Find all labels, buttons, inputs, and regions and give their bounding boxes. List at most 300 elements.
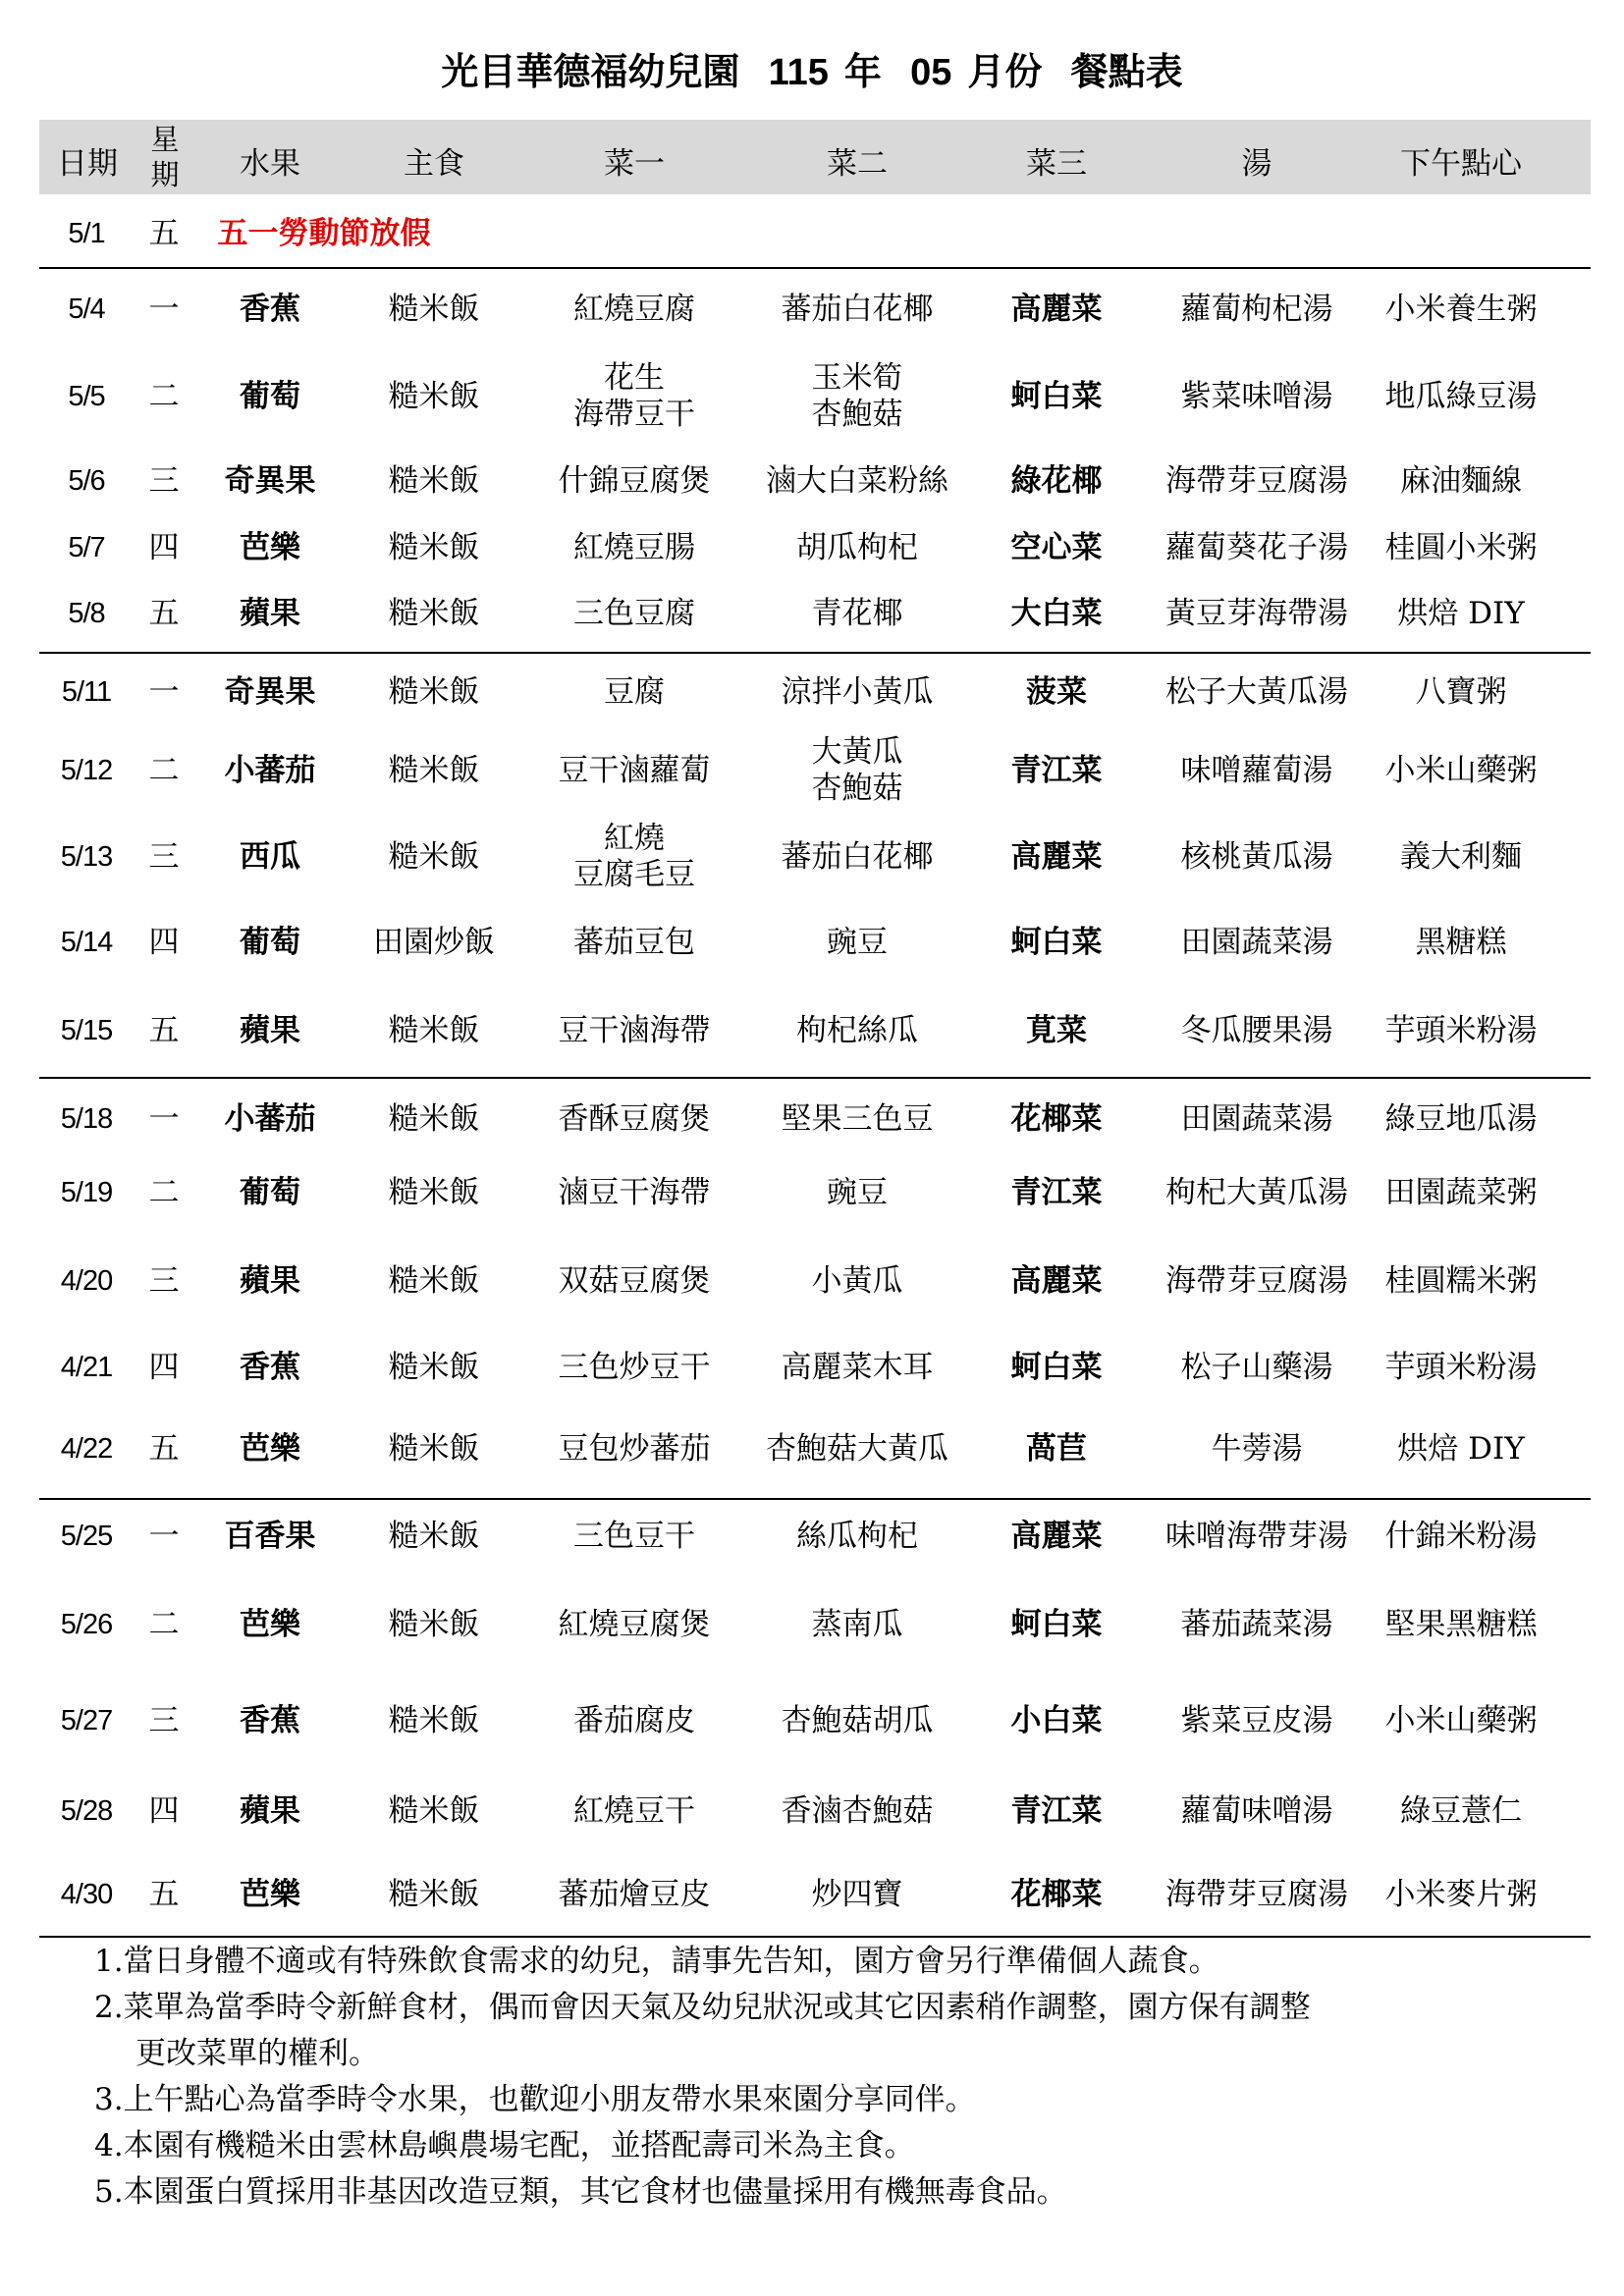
cell-line: 味噌海帶芽湯: [1165, 1518, 1348, 1554]
cell-line: 綠豆薏仁: [1400, 1792, 1522, 1829]
cell-line: 芭樂: [240, 529, 300, 565]
staple-cell: [389, 1101, 480, 1138]
cell-line: 葡萄: [240, 924, 300, 960]
staple-cell: [389, 1263, 480, 1300]
cell-line: 綠花椰: [1010, 462, 1103, 499]
cell-line: 枸杞大黃瓜湯: [1165, 1174, 1348, 1210]
cell-line: 豆干滷蘿蔔: [558, 752, 711, 788]
soup-cell: [1181, 1607, 1333, 1643]
cell-line: 蕃茄蔬菜湯: [1180, 1606, 1333, 1642]
date-cell: [68, 596, 104, 632]
cell-line: 萵苣: [1026, 1430, 1087, 1467]
snack-cell: [1385, 1175, 1538, 1211]
fruit-cell: [240, 1703, 300, 1739]
cell-line: 5/4: [68, 293, 105, 325]
cell-line: 蚵白菜: [1010, 378, 1103, 414]
weekday-cell: [149, 1793, 180, 1830]
dish2-cell: [796, 1013, 918, 1049]
cell-line: 杏鮑菇胡瓜: [781, 1702, 934, 1738]
cell-line: 三: [148, 462, 180, 499]
dish2-cell: [827, 925, 888, 961]
dish1-cell: [559, 1013, 711, 1049]
school-name: 光目華德福幼兒園: [441, 50, 740, 93]
cell-line: 小米麥片粥: [1384, 1876, 1538, 1912]
fruit-cell: [225, 674, 316, 711]
cell-line: 5/15: [60, 1014, 113, 1046]
weekday-cell: [149, 596, 180, 632]
note-item: 1.當日身體不適或有特殊飲食需求的幼兒，請事先告知，園方會另行準備個人蔬食。: [94, 1944, 1219, 1979]
cell-line: 5/26: [60, 1608, 113, 1640]
cell-line: 杏鮑菇: [811, 771, 903, 806]
cell-line: 糙米飯: [388, 1792, 480, 1829]
snack-cell: [1400, 463, 1522, 500]
dish1-cell: [559, 1101, 711, 1138]
weekday-cell: [149, 379, 180, 415]
cell-line: 滷豆干海帶: [558, 1174, 711, 1210]
column-header-date: 日期: [57, 146, 118, 182]
dish1-cell: [573, 360, 695, 433]
cell-line: 紫菜豆皮湯: [1180, 1702, 1333, 1738]
dish1-cell: [559, 463, 711, 500]
fruit-cell: [240, 1607, 300, 1643]
cell-line: 蘿蔔葵花子湯: [1165, 529, 1348, 565]
year: 115: [768, 52, 829, 93]
cell-line: 花椰菜: [1010, 1100, 1103, 1137]
soup-cell: [1181, 1101, 1333, 1138]
dish2-cell: [796, 530, 918, 566]
column-header-dish2: 菜二: [827, 146, 888, 182]
cell-line: 五: [148, 1876, 180, 1912]
snack-cell: [1400, 839, 1522, 876]
cell-line: 五: [148, 595, 180, 631]
dish2-cell: [782, 674, 934, 711]
cell-line: 桂圓小米粥: [1384, 529, 1538, 565]
weekday-cell: [149, 1263, 180, 1300]
column-header-dish3: 菜三: [1026, 146, 1087, 182]
cell-line: 糙米飯: [388, 1349, 480, 1385]
cell-line: 香蕉: [240, 291, 300, 327]
document-type: 餐點表: [1070, 50, 1183, 93]
cell-line: 蚵白菜: [1010, 1349, 1103, 1385]
dish2-cell: [812, 1877, 903, 1913]
dish2-cell: [812, 1263, 903, 1300]
cell-line: 枸杞絲瓜: [796, 1012, 918, 1048]
cell-line: 堅果三色豆: [781, 1100, 934, 1137]
note-item-continued: 更改菜單的權利。: [135, 2036, 379, 2071]
cell-line: 小白菜: [1010, 1702, 1103, 1738]
column-header-snack: 下午點心: [1400, 146, 1522, 182]
cell-line: 4/22: [60, 1432, 113, 1465]
cell-line: 豌豆: [827, 924, 888, 960]
weekday-cell: [149, 1101, 180, 1138]
cell-line: 蘿蔔枸杞湯: [1180, 291, 1333, 327]
dish3-cell: [1011, 1175, 1103, 1211]
dish3-cell: [1011, 753, 1103, 789]
fruit-cell: [240, 292, 300, 328]
snack-cell: [1416, 674, 1507, 711]
cell-line: 牛蒡湯: [1211, 1430, 1303, 1467]
cell-line: 芭樂: [240, 1606, 300, 1642]
notes-section: [94, 1939, 1311, 2216]
cell-line: 菠菜: [1026, 673, 1087, 710]
month: 05: [910, 52, 952, 93]
cell-line: 5/6: [68, 464, 105, 497]
fruit-cell: [240, 1877, 300, 1913]
cell-line: 烘焙 DIY: [1397, 595, 1525, 631]
weekday-cell: [149, 1703, 180, 1739]
cell-line: 奇異果: [224, 673, 316, 710]
cell-line: 紅燒豆干: [573, 1792, 695, 1829]
note-item: 3.上午點心為當季時令水果，也歡迎小朋友帶水果來園分享同伴。: [94, 2082, 976, 2117]
weekday-cell: [149, 1607, 180, 1643]
cell-line: 芋頭米粉湯: [1384, 1349, 1538, 1385]
note-item: 2.菜單為當季時令新鮮食材，偶而會因天氣及幼兒狀況或其它因素稍作調整，園方保有調整: [94, 1990, 1311, 2025]
cell-line: 紅燒: [604, 821, 665, 856]
dish3-cell: [1011, 1519, 1103, 1555]
dish2-cell: [782, 1350, 934, 1386]
cell-line: 四: [148, 1792, 180, 1829]
cell-line: 五: [148, 1430, 180, 1467]
column-header-soup: 湯: [1241, 146, 1272, 182]
cell-line: 味噌蘿蔔湯: [1180, 752, 1333, 788]
dish3-cell: [1026, 674, 1087, 711]
cell-line: 5/7: [68, 531, 105, 563]
snack-cell: [1397, 596, 1524, 632]
cell-line: 小米山藥粥: [1384, 1702, 1538, 1738]
weekday-cell: [149, 463, 180, 500]
fruit-cell: [225, 463, 316, 500]
soup-cell: [1181, 1793, 1333, 1830]
column-header-weekday: 星期: [150, 123, 180, 191]
cell-line: 花椰菜: [1010, 1876, 1103, 1912]
dish1-cell: [573, 1519, 695, 1555]
dish2-cell: [782, 1703, 934, 1739]
cell-line: 田園炒飯: [373, 924, 495, 960]
dish3-cell: [1011, 925, 1103, 961]
staple-cell: [389, 1877, 480, 1913]
dish1-cell: [573, 596, 695, 632]
cell-line: 4/20: [60, 1264, 113, 1297]
cell-line: 二: [148, 378, 180, 414]
page-title: [0, 41, 1624, 95]
dish3-cell: [1011, 1703, 1103, 1739]
cell-line: 蕃茄白花椰: [781, 838, 934, 875]
weekday-cell: [149, 530, 180, 566]
cell-line: 糙米飯: [388, 1100, 480, 1137]
cell-line: 5/18: [60, 1102, 113, 1135]
cell-line: 糙米飯: [388, 462, 480, 499]
fruit-cell: [240, 1013, 300, 1049]
cell-line: 香酥豆腐煲: [558, 1100, 711, 1137]
fruit-cell: [240, 1431, 300, 1468]
dish3-cell: [1011, 1877, 1103, 1913]
cell-line: 糙米飯: [388, 1518, 480, 1554]
cell-line: 4/30: [60, 1878, 113, 1910]
date-cell: [68, 379, 104, 415]
cell-line: 蘿蔔味噌湯: [1180, 1792, 1333, 1829]
cell-line: 三: [148, 1262, 180, 1299]
cell-line: 紫菜味噌湯: [1180, 378, 1333, 414]
cell-line: 海帶芽豆腐湯: [1165, 462, 1348, 499]
date-cell: [61, 839, 112, 876]
staple-cell: [389, 463, 480, 500]
date-cell: [62, 674, 111, 711]
cell-line: 小黃瓜: [811, 1262, 903, 1299]
cell-line: 松子大黃瓜湯: [1165, 673, 1348, 710]
dish1-cell: [559, 1263, 711, 1300]
note-item: 4.本園有機糙米由雲林島嶼農場宅配，並搭配壽司米為主食。: [94, 2128, 915, 2163]
cell-line: 蘋果: [240, 1792, 300, 1829]
staple-cell: [389, 1703, 480, 1739]
weekday-cell: [149, 1350, 180, 1386]
cell-line: 胡瓜枸杞: [796, 529, 918, 565]
staple-cell: [389, 839, 480, 876]
snack-cell: [1385, 1607, 1538, 1643]
cell-line: 高麗菜: [1010, 838, 1103, 875]
cell-line: 5/28: [60, 1794, 113, 1827]
weekday-cell: [149, 1519, 180, 1555]
fruit-cell: [240, 839, 300, 876]
staple-cell: [389, 1013, 480, 1049]
date-cell: [61, 1101, 112, 1138]
dish1-cell: [559, 1607, 711, 1643]
cell-line: 糙米飯: [388, 752, 480, 788]
cell-line: 紅燒豆腸: [573, 529, 695, 565]
cell-line: 三色豆腐: [573, 595, 695, 631]
cell-line: 糙米飯: [388, 1702, 480, 1738]
year-unit: 年: [843, 50, 882, 93]
cell-line: 芋頭米粉湯: [1384, 1012, 1538, 1048]
cell-line: 三: [148, 838, 180, 875]
snack-cell: [1416, 925, 1507, 961]
cell-line: 奇異果: [224, 462, 316, 499]
dish2-cell: [827, 1175, 888, 1211]
date-cell: [61, 1175, 112, 1211]
cell-line: 香蕉: [240, 1349, 300, 1385]
week-divider: [39, 652, 1591, 654]
week-divider: [39, 1498, 1591, 1500]
cell-line: 糙米飯: [388, 838, 480, 875]
cell-line: 冬瓜腰果湯: [1180, 1012, 1333, 1048]
cell-line: 蕃茄豆包: [573, 924, 695, 960]
soup-cell: [1165, 1263, 1348, 1300]
snack-cell: [1385, 753, 1538, 789]
dish1-cell: [573, 530, 695, 566]
cell-line: 大白菜: [1010, 595, 1103, 631]
cell-line: 双菇豆腐煲: [558, 1262, 711, 1299]
snack-cell: [1385, 1877, 1538, 1913]
staple-cell: [389, 674, 480, 711]
dish3-cell: [1011, 1350, 1103, 1386]
cell-line: 一: [148, 673, 180, 710]
table-header: [39, 120, 1591, 194]
fruit-cell: [240, 530, 300, 566]
dish2-cell: [796, 1519, 918, 1555]
cell-line: 什錦米粉湯: [1384, 1518, 1538, 1554]
cell-line: 大黃瓜: [811, 734, 903, 770]
dish3-cell: [1011, 1101, 1103, 1138]
cell-line: 豌豆: [827, 1174, 888, 1210]
cell-line: 糙米飯: [388, 1606, 480, 1642]
cell-line: 地瓜綠豆湯: [1384, 378, 1538, 414]
staple-cell: [389, 1519, 480, 1555]
fruit-cell: [240, 596, 300, 632]
cell-line: 蘋果: [240, 1262, 300, 1299]
cell-line: 麻油麵線: [1400, 462, 1522, 499]
date-cell: [61, 1793, 112, 1830]
column-header-fruit: 水果: [240, 146, 300, 182]
cell-line: 絲瓜枸杞: [796, 1518, 918, 1554]
soup-cell: [1181, 925, 1333, 961]
cell-line: 番茄腐皮: [573, 1702, 695, 1738]
date-cell: [61, 1263, 112, 1300]
cell-line: 涼拌小黃瓜: [781, 673, 934, 710]
cell-line: 高麗菜木耳: [781, 1349, 934, 1385]
cell-line: 糙米飯: [388, 673, 480, 710]
date-cell: [61, 1703, 112, 1739]
cell-line: 葡萄: [240, 378, 300, 414]
dish2-cell: [812, 360, 903, 433]
dish3-cell: [1011, 1263, 1103, 1300]
staple-cell: [389, 292, 480, 328]
snack-cell: [1385, 530, 1538, 566]
fruit-cell: [225, 1101, 316, 1138]
cell-line: 黑糖糕: [1415, 924, 1507, 960]
cell-line: 青江菜: [1010, 1174, 1103, 1210]
cell-line: 滷大白菜粉絲: [766, 462, 948, 499]
dish2-cell: [782, 1101, 934, 1138]
date-cell: [61, 1519, 112, 1555]
cell-line: 二: [148, 1174, 180, 1210]
month-unit: 月份: [967, 50, 1043, 93]
cell-line: 蒸南瓜: [811, 1606, 903, 1642]
cell-line: 青江菜: [1010, 752, 1103, 788]
cell-line: 一: [148, 1100, 180, 1137]
staple-cell: [389, 1793, 480, 1830]
weekday-cell: [149, 1877, 180, 1913]
cell-line: 三色炒豆干: [558, 1349, 711, 1385]
dish1-cell: [559, 1350, 711, 1386]
holiday-date: 5/1: [68, 218, 105, 249]
cell-line: 5/25: [60, 1520, 113, 1552]
cell-line: 高麗菜: [1010, 1518, 1103, 1554]
cell-line: 芭樂: [240, 1430, 300, 1467]
dish2-cell: [782, 839, 934, 876]
cell-line: 二: [148, 1606, 180, 1642]
cell-line: 海帶芽豆腐湯: [1165, 1876, 1348, 1912]
weekday-cell: [149, 1175, 180, 1211]
cell-line: 四: [148, 1349, 180, 1385]
cell-line: 空心菜: [1010, 529, 1103, 565]
fruit-cell: [240, 925, 300, 961]
cell-line: 糙米飯: [388, 378, 480, 414]
cell-line: 西瓜: [240, 838, 300, 875]
date-cell: [61, 1431, 112, 1468]
soup-cell: [1181, 1703, 1333, 1739]
holiday-weekday: 五: [148, 216, 180, 251]
snack-cell: [1385, 1703, 1538, 1739]
dish3-cell: [1011, 839, 1103, 876]
cell-line: 5/11: [61, 675, 112, 708]
cell-line: 莧菜: [1026, 1012, 1087, 1048]
cell-line: 花生: [604, 360, 665, 396]
dish3-cell: [1011, 463, 1103, 500]
date-cell: [68, 463, 104, 500]
dish2-cell: [812, 596, 903, 632]
cell-line: 葡萄: [240, 1174, 300, 1210]
dish1-cell: [573, 292, 695, 328]
cell-line: 豆包炒蕃茄: [558, 1430, 711, 1467]
cell-line: 糙米飯: [388, 1262, 480, 1299]
soup-cell: [1165, 1877, 1348, 1913]
cell-line: 小米養生粥: [1384, 291, 1538, 327]
cell-line: 三色豆干: [573, 1518, 695, 1554]
dish1-cell: [559, 753, 711, 789]
soup-cell: [1181, 1013, 1333, 1049]
snack-cell: [1385, 379, 1538, 415]
cell-line: 豆腐: [604, 673, 665, 710]
dish1-cell: [573, 1703, 695, 1739]
cell-line: 糙米飯: [388, 1012, 480, 1048]
cell-line: 四: [148, 924, 180, 960]
staple-cell: [389, 1175, 480, 1211]
cell-line: 5/27: [60, 1704, 113, 1736]
weekday-cell: [149, 674, 180, 711]
cell-line: 五: [148, 1012, 180, 1048]
dish3-cell: [1011, 596, 1103, 632]
cell-line: 炒四寶: [811, 1876, 903, 1912]
cell-line: 松子山藥湯: [1180, 1349, 1333, 1385]
snack-cell: [1385, 1519, 1538, 1555]
staple-cell: [389, 596, 480, 632]
weekday-cell: [149, 753, 180, 789]
dish1-cell: [559, 1877, 711, 1913]
dish3-cell: [1026, 1431, 1087, 1468]
dish3-cell: [1011, 1793, 1103, 1830]
dish1-cell: [573, 1793, 695, 1830]
snack-cell: [1385, 1013, 1538, 1049]
cell-line: 小米山藥粥: [1384, 752, 1538, 788]
week-divider: [39, 1077, 1591, 1079]
cell-line: 桂圓糯米粥: [1384, 1262, 1538, 1299]
soup-cell: [1165, 463, 1348, 500]
fruit-cell: [225, 753, 316, 789]
dish2-cell: [782, 1793, 934, 1830]
cell-line: 核桃黃瓜湯: [1180, 838, 1333, 875]
cell-line: 5/8: [68, 597, 105, 629]
cell-line: 百香果: [224, 1518, 316, 1554]
fruit-cell: [225, 1519, 316, 1555]
fruit-cell: [240, 1175, 300, 1211]
snack-cell: [1385, 1350, 1538, 1386]
cell-line: 三: [148, 1702, 180, 1738]
weekday-cell: [149, 1013, 180, 1049]
dish1-cell: [604, 674, 665, 711]
cell-line: 5/19: [60, 1176, 113, 1208]
cell-line: 紅燒豆腐: [573, 291, 695, 327]
weekday-cell: [149, 292, 180, 328]
weekday-cell: [149, 925, 180, 961]
cell-line: 芭樂: [240, 1876, 300, 1912]
fruit-cell: [240, 1793, 300, 1830]
week-divider: [39, 1936, 1591, 1938]
staple-cell: [389, 530, 480, 566]
soup-cell: [1165, 1175, 1348, 1211]
dish1-cell: [573, 821, 695, 893]
cell-line: 二: [148, 752, 180, 788]
cell-line: 5/13: [60, 840, 113, 873]
cell-line: 糙米飯: [388, 1876, 480, 1912]
